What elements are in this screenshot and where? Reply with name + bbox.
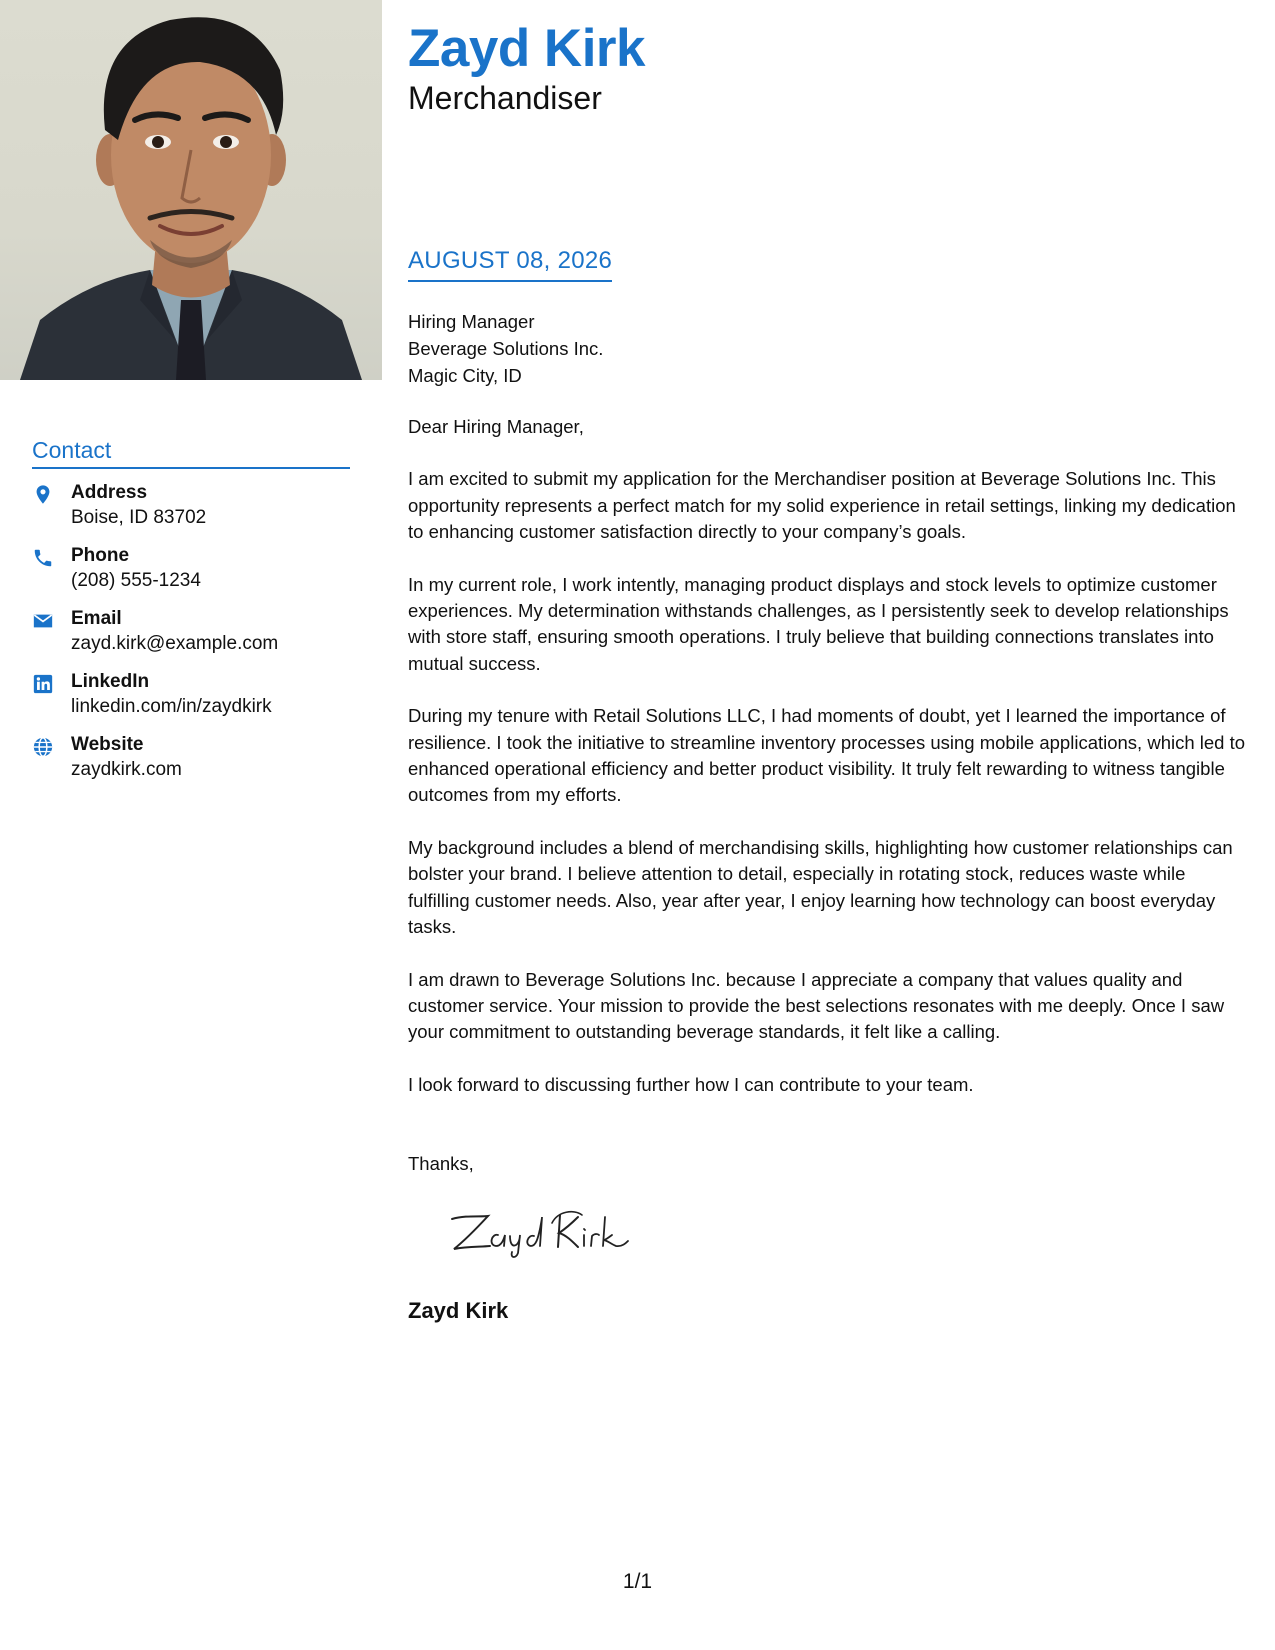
body-paragraph: During my tenure with Retail Solutions LLC, I had moments of doubt, yet I learned the importance of resilience. I took the initiative to streamline inventory processes using mobile applications, which led to enhanced operational efficiency and better product visibility. It truly felt rewarding to witness tangible outcomes from my efforts. — [408, 705, 1246, 806]
location-pin-icon — [32, 484, 54, 506]
body-paragraph: I am drawn to Beverage Solutions Inc. because I appreciate a company that values quality and customer service. Your mission to provide the best selections resonates with me deeply. Once I saw your commitment to outstanding beverage standards, it felt like a calling. — [408, 968, 1225, 1043]
phone-value: (208) 555-1234 — [71, 570, 201, 591]
address-label: Address — [71, 482, 148, 503]
contact-heading: Contact — [32, 437, 350, 469]
body-paragraph: I look forward to discussing further how I can contribute to your team. — [408, 1073, 974, 1095]
job-title: Merchandiser — [408, 80, 602, 116]
linkedin-icon — [32, 673, 54, 695]
linkedin-value[interactable]: linkedin.com/in/zaydkirk — [71, 696, 272, 717]
contact-item-email — [32, 608, 362, 671]
signer-name: Zayd Kirk — [408, 1298, 509, 1323]
phone-icon — [32, 547, 54, 569]
page-number: 1/1 — [622, 1570, 653, 1593]
recipient-company: Beverage Solutions Inc. — [408, 338, 604, 359]
globe-icon — [32, 736, 54, 758]
email-label: Email — [71, 608, 122, 629]
salutation: Dear Hiring Manager, — [408, 416, 584, 437]
contact-item-website — [32, 734, 362, 797]
phone-label: Phone — [71, 545, 130, 566]
body-paragraph: My background includes a blend of merchandising skills, highlighting how customer relationships can bolster your brand. I believe attention to detail, especially in rotating stock, reduces waste while fulfilling customer needs. Also, year after year, I enjoy learning how technology can boost everyday tasks. — [408, 836, 1233, 938]
recipient-title: Hiring Manager — [408, 311, 535, 332]
contact-item-address — [32, 482, 362, 545]
linkedin-label: LinkedIn — [71, 671, 150, 692]
candidate-name: Zayd Kirk — [408, 19, 646, 78]
recipient-location: Magic City, ID — [408, 365, 522, 386]
closing: Thanks, — [408, 1153, 474, 1174]
recipient-block — [408, 308, 603, 389]
website-value[interactable]: zaydkirk.com — [71, 759, 182, 780]
letter-body — [408, 414, 1250, 1124]
handwritten-signature — [446, 1205, 636, 1261]
email-icon — [32, 610, 54, 632]
contact-list — [32, 482, 362, 797]
address-value: Boise, ID 83702 — [71, 507, 207, 528]
profile-photo — [0, 0, 382, 380]
body-paragraph: I am excited to submit my application for the Merchandiser position at Beverage Solutions Inc. This opportunity represents a perfect match for my solid experience in retail settings, linking my dedication to enhancing customer satisfaction directly to your company’s goals. — [408, 468, 1236, 543]
portrait-illustration — [0, 0, 382, 380]
contact-item-phone — [32, 545, 362, 608]
website-label: Website — [71, 734, 144, 755]
contact-item-linkedin — [32, 671, 362, 734]
email-value[interactable]: zayd.kirk@example.com — [71, 633, 279, 654]
letter-date: AUGUST 08, 2026 — [408, 247, 612, 282]
body-paragraph: In my current role, I work intently, managing product displays and stock levels to optimize customer experiences. My determination withstands challenges, as I persistently seek to develop relationships with store staff, ensuring smooth operations. I truly believe that building connections translates into mutual success. — [408, 573, 1229, 674]
